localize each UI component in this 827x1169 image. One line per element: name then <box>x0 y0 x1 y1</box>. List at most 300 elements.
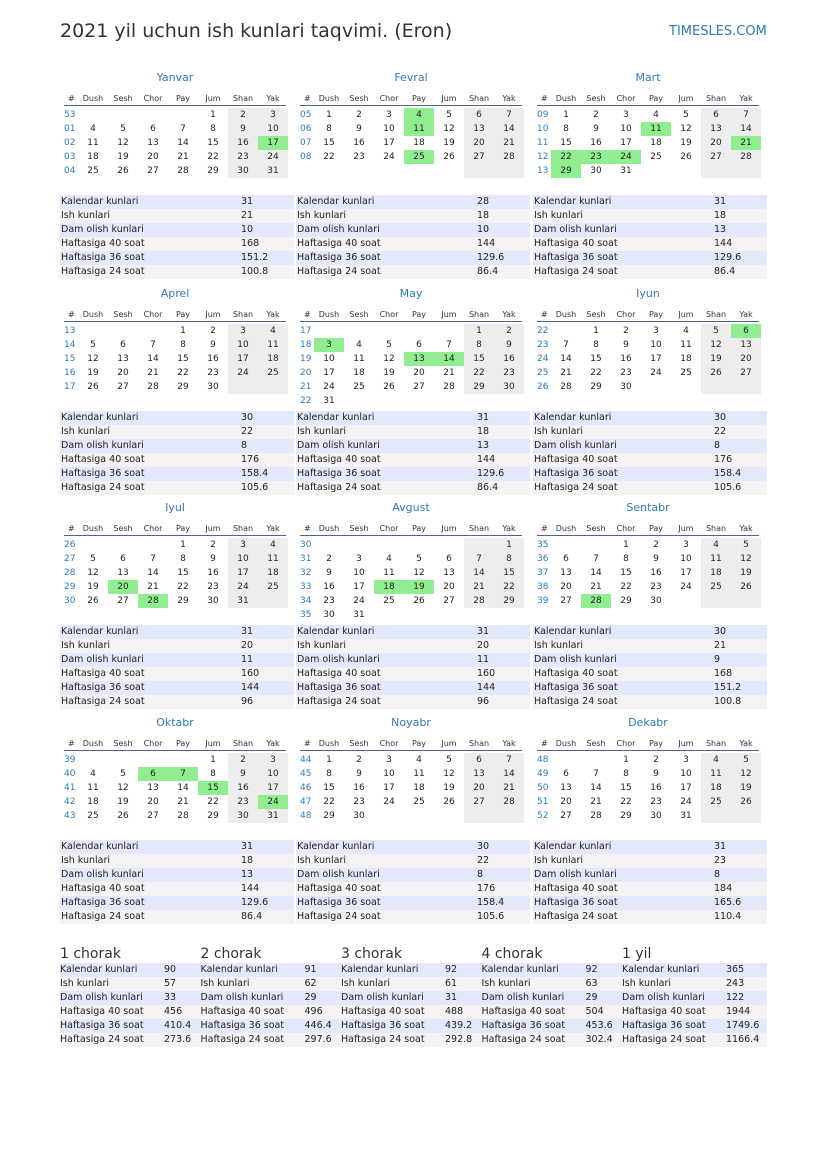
day-cell[interactable]: 28 <box>560 382 572 392</box>
day-cell[interactable]: 20 <box>473 783 485 793</box>
day-cell[interactable]: 28 <box>177 811 189 821</box>
day-cell[interactable]: 22 <box>620 582 632 592</box>
day-cell[interactable]: 30 <box>503 382 515 392</box>
day-cell[interactable]: 30 <box>207 596 219 606</box>
day-cell[interactable]: 18 <box>680 354 692 364</box>
day-cell[interactable]: 23 <box>620 368 632 378</box>
day-cell[interactable]: 10 <box>680 554 692 564</box>
day-cell[interactable]: 25 <box>87 166 99 176</box>
day-cell[interactable]: 15 <box>620 783 632 793</box>
day-cell[interactable]: 9 <box>356 124 362 134</box>
day-cell[interactable]: 11 <box>710 554 722 564</box>
day-cell[interactable]: 12 <box>413 568 425 578</box>
day-cell[interactable]: 4 <box>90 124 96 134</box>
day-cell[interactable]: 23 <box>650 582 662 592</box>
day-cell[interactable]: 7 <box>506 110 512 120</box>
day-cell[interactable]: 20 <box>147 797 159 807</box>
day-cell[interactable]: 24 <box>650 368 662 378</box>
day-cell[interactable]: 13 <box>443 568 455 578</box>
day-cell[interactable]: 9 <box>210 340 216 350</box>
day-cell[interactable]: 14 <box>177 138 189 148</box>
day-cell[interactable]: 15 <box>323 138 335 148</box>
day-cell[interactable]: 11 <box>383 568 395 578</box>
day-cell[interactable]: 5 <box>120 769 126 779</box>
day-cell[interactable]: 21 <box>473 582 485 592</box>
day-cell[interactable]: 29 <box>177 596 189 606</box>
holiday-day-cell[interactable]: 29 <box>551 164 581 178</box>
day-cell[interactable]: 12 <box>443 769 455 779</box>
day-cell[interactable]: 19 <box>443 138 455 148</box>
holiday-day-cell[interactable]: 14 <box>434 352 464 366</box>
day-cell[interactable]: 4 <box>416 755 422 765</box>
holiday-day-cell[interactable]: 24 <box>611 150 641 164</box>
day-cell[interactable]: 21 <box>560 368 572 378</box>
day-cell[interactable]: 2 <box>210 326 216 336</box>
day-cell[interactable]: 7 <box>593 554 599 564</box>
day-cell[interactable]: 14 <box>590 568 602 578</box>
day-cell[interactable]: 29 <box>323 811 335 821</box>
day-cell[interactable]: 2 <box>653 540 659 550</box>
day-cell[interactable]: 12 <box>117 138 129 148</box>
day-cell[interactable]: 27 <box>413 382 425 392</box>
day-cell[interactable]: 23 <box>237 152 249 162</box>
day-cell[interactable]: 17 <box>237 568 249 578</box>
day-cell[interactable]: 23 <box>207 368 219 378</box>
day-cell[interactable]: 1 <box>593 326 599 336</box>
day-cell[interactable]: 3 <box>240 326 246 336</box>
day-cell[interactable]: 28 <box>503 152 515 162</box>
day-cell[interactable]: 3 <box>386 110 392 120</box>
day-cell[interactable]: 14 <box>503 124 515 134</box>
day-cell[interactable]: 12 <box>383 354 395 364</box>
day-cell[interactable]: 8 <box>623 769 629 779</box>
day-cell[interactable]: 27 <box>710 152 722 162</box>
day-cell[interactable]: 10 <box>620 124 632 134</box>
day-cell[interactable]: 30 <box>620 382 632 392</box>
day-cell[interactable]: 17 <box>680 783 692 793</box>
day-cell[interactable]: 3 <box>386 755 392 765</box>
day-cell[interactable]: 13 <box>473 769 485 779</box>
day-cell[interactable]: 18 <box>650 138 662 148</box>
day-cell[interactable]: 11 <box>267 554 279 564</box>
day-cell[interactable]: 25 <box>710 582 722 592</box>
holiday-day-cell[interactable]: 6 <box>138 767 168 781</box>
day-cell[interactable]: 1 <box>623 755 629 765</box>
day-cell[interactable]: 22 <box>323 797 335 807</box>
day-cell[interactable]: 9 <box>326 568 332 578</box>
day-cell[interactable]: 8 <box>210 124 216 134</box>
day-cell[interactable]: 22 <box>620 797 632 807</box>
day-cell[interactable]: 3 <box>356 554 362 564</box>
day-cell[interactable]: 19 <box>87 368 99 378</box>
day-cell[interactable]: 6 <box>416 340 422 350</box>
day-cell[interactable]: 17 <box>383 138 395 148</box>
day-cell[interactable]: 10 <box>680 769 692 779</box>
day-cell[interactable]: 16 <box>650 783 662 793</box>
day-cell[interactable]: 14 <box>147 354 159 364</box>
day-cell[interactable]: 26 <box>443 797 455 807</box>
day-cell[interactable]: 29 <box>620 596 632 606</box>
day-cell[interactable]: 16 <box>207 354 219 364</box>
day-cell[interactable]: 15 <box>323 783 335 793</box>
day-cell[interactable]: 17 <box>650 354 662 364</box>
day-cell[interactable]: 28 <box>147 382 159 392</box>
day-cell[interactable]: 22 <box>503 582 515 592</box>
day-cell[interactable]: 9 <box>240 769 246 779</box>
day-cell[interactable]: 27 <box>560 596 572 606</box>
day-cell[interactable]: 10 <box>267 769 279 779</box>
day-cell[interactable]: 17 <box>680 568 692 578</box>
day-cell[interactable]: 15 <box>473 354 485 364</box>
day-cell[interactable]: 13 <box>117 354 129 364</box>
day-cell[interactable]: 19 <box>740 568 752 578</box>
day-cell[interactable]: 16 <box>237 138 249 148</box>
holiday-day-cell[interactable]: 4 <box>404 108 434 122</box>
day-cell[interactable]: 19 <box>87 582 99 592</box>
day-cell[interactable]: 16 <box>590 138 602 148</box>
day-cell[interactable]: 15 <box>503 568 515 578</box>
day-cell[interactable]: 6 <box>476 755 482 765</box>
day-cell[interactable]: 4 <box>270 326 276 336</box>
day-cell[interactable]: 26 <box>117 811 129 821</box>
day-cell[interactable]: 30 <box>353 811 365 821</box>
day-cell[interactable]: 27 <box>117 596 129 606</box>
day-cell[interactable]: 8 <box>563 124 569 134</box>
day-cell[interactable]: 10 <box>383 769 395 779</box>
day-cell[interactable]: 2 <box>356 755 362 765</box>
day-cell[interactable]: 3 <box>623 110 629 120</box>
day-cell[interactable]: 11 <box>413 769 425 779</box>
day-cell[interactable]: 7 <box>506 755 512 765</box>
day-cell[interactable]: 18 <box>353 368 365 378</box>
day-cell[interactable]: 21 <box>147 368 159 378</box>
day-cell[interactable]: 9 <box>623 340 629 350</box>
day-cell[interactable]: 15 <box>207 138 219 148</box>
holiday-day-cell[interactable]: 25 <box>404 150 434 164</box>
day-cell[interactable]: 5 <box>743 540 749 550</box>
day-cell[interactable]: 22 <box>177 368 189 378</box>
day-cell[interactable]: 11 <box>87 138 99 148</box>
day-cell[interactable]: 3 <box>270 755 276 765</box>
day-cell[interactable]: 9 <box>593 124 599 134</box>
day-cell[interactable]: 2 <box>593 110 599 120</box>
day-cell[interactable]: 22 <box>473 368 485 378</box>
day-cell[interactable]: 20 <box>560 797 572 807</box>
day-cell[interactable]: 6 <box>120 554 126 564</box>
day-cell[interactable]: 13 <box>560 568 572 578</box>
holiday-day-cell[interactable]: 23 <box>581 150 611 164</box>
day-cell[interactable]: 8 <box>593 340 599 350</box>
day-cell[interactable]: 29 <box>207 166 219 176</box>
day-cell[interactable]: 20 <box>443 582 455 592</box>
day-cell[interactable]: 24 <box>323 382 335 392</box>
day-cell[interactable]: 15 <box>177 354 189 364</box>
day-cell[interactable]: 9 <box>653 554 659 564</box>
day-cell[interactable]: 9 <box>240 124 246 134</box>
day-cell[interactable]: 26 <box>117 166 129 176</box>
day-cell[interactable]: 12 <box>87 354 99 364</box>
day-cell[interactable]: 1 <box>326 755 332 765</box>
holiday-day-cell[interactable]: 21 <box>731 136 761 150</box>
day-cell[interactable]: 22 <box>207 797 219 807</box>
day-cell[interactable]: 8 <box>180 340 186 350</box>
day-cell[interactable]: 7 <box>593 769 599 779</box>
day-cell[interactable]: 23 <box>323 596 335 606</box>
day-cell[interactable]: 1 <box>623 540 629 550</box>
day-cell[interactable]: 20 <box>413 368 425 378</box>
day-cell[interactable]: 14 <box>177 783 189 793</box>
day-cell[interactable]: 26 <box>710 368 722 378</box>
day-cell[interactable]: 31 <box>323 396 335 406</box>
day-cell[interactable]: 21 <box>147 582 159 592</box>
day-cell[interactable]: 24 <box>353 596 365 606</box>
day-cell[interactable]: 5 <box>743 755 749 765</box>
day-cell[interactable]: 30 <box>590 166 602 176</box>
brand-link[interactable]: TIMESLES.COM <box>669 24 767 39</box>
day-cell[interactable]: 17 <box>383 783 395 793</box>
day-cell[interactable]: 7 <box>476 554 482 564</box>
day-cell[interactable]: 16 <box>503 354 515 364</box>
day-cell[interactable]: 4 <box>683 326 689 336</box>
day-cell[interactable]: 23 <box>237 797 249 807</box>
day-cell[interactable]: 4 <box>386 554 392 564</box>
day-cell[interactable]: 27 <box>147 811 159 821</box>
day-cell[interactable]: 20 <box>473 138 485 148</box>
day-cell[interactable]: 10 <box>237 340 249 350</box>
day-cell[interactable]: 24 <box>680 797 692 807</box>
day-cell[interactable]: 30 <box>207 382 219 392</box>
day-cell[interactable]: 27 <box>117 382 129 392</box>
day-cell[interactable]: 8 <box>506 554 512 564</box>
day-cell[interactable]: 29 <box>590 382 602 392</box>
day-cell[interactable]: 16 <box>237 783 249 793</box>
day-cell[interactable]: 15 <box>177 568 189 578</box>
holiday-day-cell[interactable]: 17 <box>258 136 288 150</box>
day-cell[interactable]: 16 <box>650 568 662 578</box>
day-cell[interactable]: 4 <box>713 540 719 550</box>
day-cell[interactable]: 13 <box>147 138 159 148</box>
day-cell[interactable]: 25 <box>383 596 395 606</box>
day-cell[interactable]: 26 <box>740 797 752 807</box>
day-cell[interactable]: 5 <box>446 755 452 765</box>
day-cell[interactable]: 13 <box>710 124 722 134</box>
holiday-day-cell[interactable]: 24 <box>258 795 288 809</box>
day-cell[interactable]: 25 <box>267 368 279 378</box>
day-cell[interactable]: 1 <box>180 540 186 550</box>
day-cell[interactable]: 25 <box>413 797 425 807</box>
day-cell[interactable]: 5 <box>120 124 126 134</box>
day-cell[interactable]: 25 <box>353 382 365 392</box>
day-cell[interactable]: 4 <box>356 340 362 350</box>
holiday-day-cell[interactable]: 11 <box>641 122 671 136</box>
day-cell[interactable]: 7 <box>446 340 452 350</box>
day-cell[interactable]: 14 <box>147 568 159 578</box>
day-cell[interactable]: 19 <box>680 138 692 148</box>
day-cell[interactable]: 31 <box>237 596 249 606</box>
day-cell[interactable]: 2 <box>653 755 659 765</box>
day-cell[interactable]: 5 <box>713 326 719 336</box>
day-cell[interactable]: 8 <box>326 769 332 779</box>
day-cell[interactable]: 3 <box>683 755 689 765</box>
day-cell[interactable]: 14 <box>590 783 602 793</box>
day-cell[interactable]: 21 <box>503 138 515 148</box>
day-cell[interactable]: 26 <box>413 596 425 606</box>
holiday-day-cell[interactable]: 11 <box>404 122 434 136</box>
holiday-day-cell[interactable]: 3 <box>314 338 344 352</box>
day-cell[interactable]: 21 <box>590 797 602 807</box>
day-cell[interactable]: 4 <box>713 755 719 765</box>
holiday-day-cell[interactable]: 7 <box>168 767 198 781</box>
day-cell[interactable]: 17 <box>267 783 279 793</box>
day-cell[interactable]: 7 <box>150 554 156 564</box>
day-cell[interactable]: 1 <box>210 755 216 765</box>
day-cell[interactable]: 18 <box>267 568 279 578</box>
day-cell[interactable]: 18 <box>710 783 722 793</box>
day-cell[interactable]: 18 <box>87 797 99 807</box>
day-cell[interactable]: 27 <box>473 797 485 807</box>
day-cell[interactable]: 26 <box>87 382 99 392</box>
day-cell[interactable]: 8 <box>326 124 332 134</box>
day-cell[interactable]: 1 <box>506 540 512 550</box>
day-cell[interactable]: 6 <box>446 554 452 564</box>
day-cell[interactable]: 19 <box>117 152 129 162</box>
day-cell[interactable]: 18 <box>710 568 722 578</box>
day-cell[interactable]: 16 <box>207 568 219 578</box>
day-cell[interactable]: 2 <box>210 540 216 550</box>
day-cell[interactable]: 28 <box>590 811 602 821</box>
day-cell[interactable]: 22 <box>177 582 189 592</box>
day-cell[interactable]: 16 <box>323 582 335 592</box>
day-cell[interactable]: 28 <box>443 382 455 392</box>
day-cell[interactable]: 29 <box>473 382 485 392</box>
day-cell[interactable]: 5 <box>416 554 422 564</box>
day-cell[interactable]: 28 <box>177 166 189 176</box>
day-cell[interactable]: 26 <box>740 582 752 592</box>
day-cell[interactable]: 5 <box>683 110 689 120</box>
day-cell[interactable]: 20 <box>710 138 722 148</box>
day-cell[interactable]: 19 <box>740 783 752 793</box>
day-cell[interactable]: 26 <box>87 596 99 606</box>
day-cell[interactable]: 16 <box>353 783 365 793</box>
day-cell[interactable]: 22 <box>323 152 335 162</box>
day-cell[interactable]: 20 <box>117 368 129 378</box>
day-cell[interactable]: 4 <box>653 110 659 120</box>
day-cell[interactable]: 1 <box>180 326 186 336</box>
day-cell[interactable]: 24 <box>267 152 279 162</box>
holiday-day-cell[interactable]: 28 <box>581 594 611 608</box>
day-cell[interactable]: 13 <box>560 783 572 793</box>
day-cell[interactable]: 28 <box>740 152 752 162</box>
day-cell[interactable]: 4 <box>270 540 276 550</box>
day-cell[interactable]: 6 <box>476 110 482 120</box>
day-cell[interactable]: 18 <box>267 354 279 364</box>
day-cell[interactable]: 21 <box>177 797 189 807</box>
holiday-day-cell[interactable]: 6 <box>731 324 761 338</box>
day-cell[interactable]: 3 <box>240 540 246 550</box>
day-cell[interactable]: 26 <box>383 382 395 392</box>
day-cell[interactable]: 23 <box>353 152 365 162</box>
day-cell[interactable]: 19 <box>710 354 722 364</box>
day-cell[interactable]: 9 <box>653 769 659 779</box>
day-cell[interactable]: 23 <box>503 368 515 378</box>
day-cell[interactable]: 2 <box>506 326 512 336</box>
day-cell[interactable]: 16 <box>620 354 632 364</box>
day-cell[interactable]: 31 <box>267 166 279 176</box>
day-cell[interactable]: 2 <box>623 326 629 336</box>
day-cell[interactable]: 22 <box>590 368 602 378</box>
day-cell[interactable]: 31 <box>353 610 365 620</box>
day-cell[interactable]: 6 <box>713 110 719 120</box>
day-cell[interactable]: 29 <box>177 382 189 392</box>
day-cell[interactable]: 25 <box>267 582 279 592</box>
day-cell[interactable]: 11 <box>680 340 692 350</box>
day-cell[interactable]: 1 <box>563 110 569 120</box>
day-cell[interactable]: 13 <box>473 124 485 134</box>
day-cell[interactable]: 23 <box>207 582 219 592</box>
day-cell[interactable]: 13 <box>147 783 159 793</box>
day-cell[interactable]: 28 <box>473 596 485 606</box>
day-cell[interactable]: 9 <box>356 769 362 779</box>
day-cell[interactable]: 18 <box>413 783 425 793</box>
day-cell[interactable]: 27 <box>740 368 752 378</box>
day-cell[interactable]: 16 <box>353 138 365 148</box>
day-cell[interactable]: 9 <box>210 554 216 564</box>
day-cell[interactable]: 7 <box>180 124 186 134</box>
day-cell[interactable]: 2 <box>240 755 246 765</box>
day-cell[interactable]: 29 <box>503 596 515 606</box>
holiday-day-cell[interactable]: 15 <box>198 781 228 795</box>
day-cell[interactable]: 7 <box>150 340 156 350</box>
day-cell[interactable]: 9 <box>506 340 512 350</box>
day-cell[interactable]: 2 <box>240 110 246 120</box>
day-cell[interactable]: 30 <box>650 596 662 606</box>
day-cell[interactable]: 12 <box>740 769 752 779</box>
day-cell[interactable]: 11 <box>710 769 722 779</box>
day-cell[interactable]: 18 <box>413 138 425 148</box>
day-cell[interactable]: 24 <box>383 797 395 807</box>
day-cell[interactable]: 24 <box>383 152 395 162</box>
day-cell[interactable]: 3 <box>653 326 659 336</box>
day-cell[interactable]: 17 <box>323 368 335 378</box>
day-cell[interactable]: 31 <box>267 811 279 821</box>
day-cell[interactable]: 12 <box>710 340 722 350</box>
day-cell[interactable]: 14 <box>740 124 752 134</box>
day-cell[interactable]: 25 <box>710 797 722 807</box>
day-cell[interactable]: 22 <box>207 152 219 162</box>
day-cell[interactable]: 24 <box>237 368 249 378</box>
day-cell[interactable]: 12 <box>740 554 752 564</box>
holiday-day-cell[interactable]: 28 <box>138 594 168 608</box>
day-cell[interactable]: 5 <box>90 554 96 564</box>
day-cell[interactable]: 13 <box>117 568 129 578</box>
day-cell[interactable]: 10 <box>383 124 395 134</box>
day-cell[interactable]: 1 <box>476 326 482 336</box>
day-cell[interactable]: 12 <box>680 124 692 134</box>
day-cell[interactable]: 29 <box>620 811 632 821</box>
day-cell[interactable]: 24 <box>680 582 692 592</box>
day-cell[interactable]: 14 <box>473 568 485 578</box>
day-cell[interactable]: 1 <box>326 110 332 120</box>
day-cell[interactable]: 7 <box>563 340 569 350</box>
day-cell[interactable]: 6 <box>120 340 126 350</box>
day-cell[interactable]: 20 <box>740 354 752 364</box>
day-cell[interactable]: 27 <box>473 152 485 162</box>
day-cell[interactable]: 19 <box>383 368 395 378</box>
day-cell[interactable]: 6 <box>150 124 156 134</box>
day-cell[interactable]: 27 <box>560 811 572 821</box>
day-cell[interactable]: 6 <box>563 769 569 779</box>
day-cell[interactable]: 7 <box>743 110 749 120</box>
